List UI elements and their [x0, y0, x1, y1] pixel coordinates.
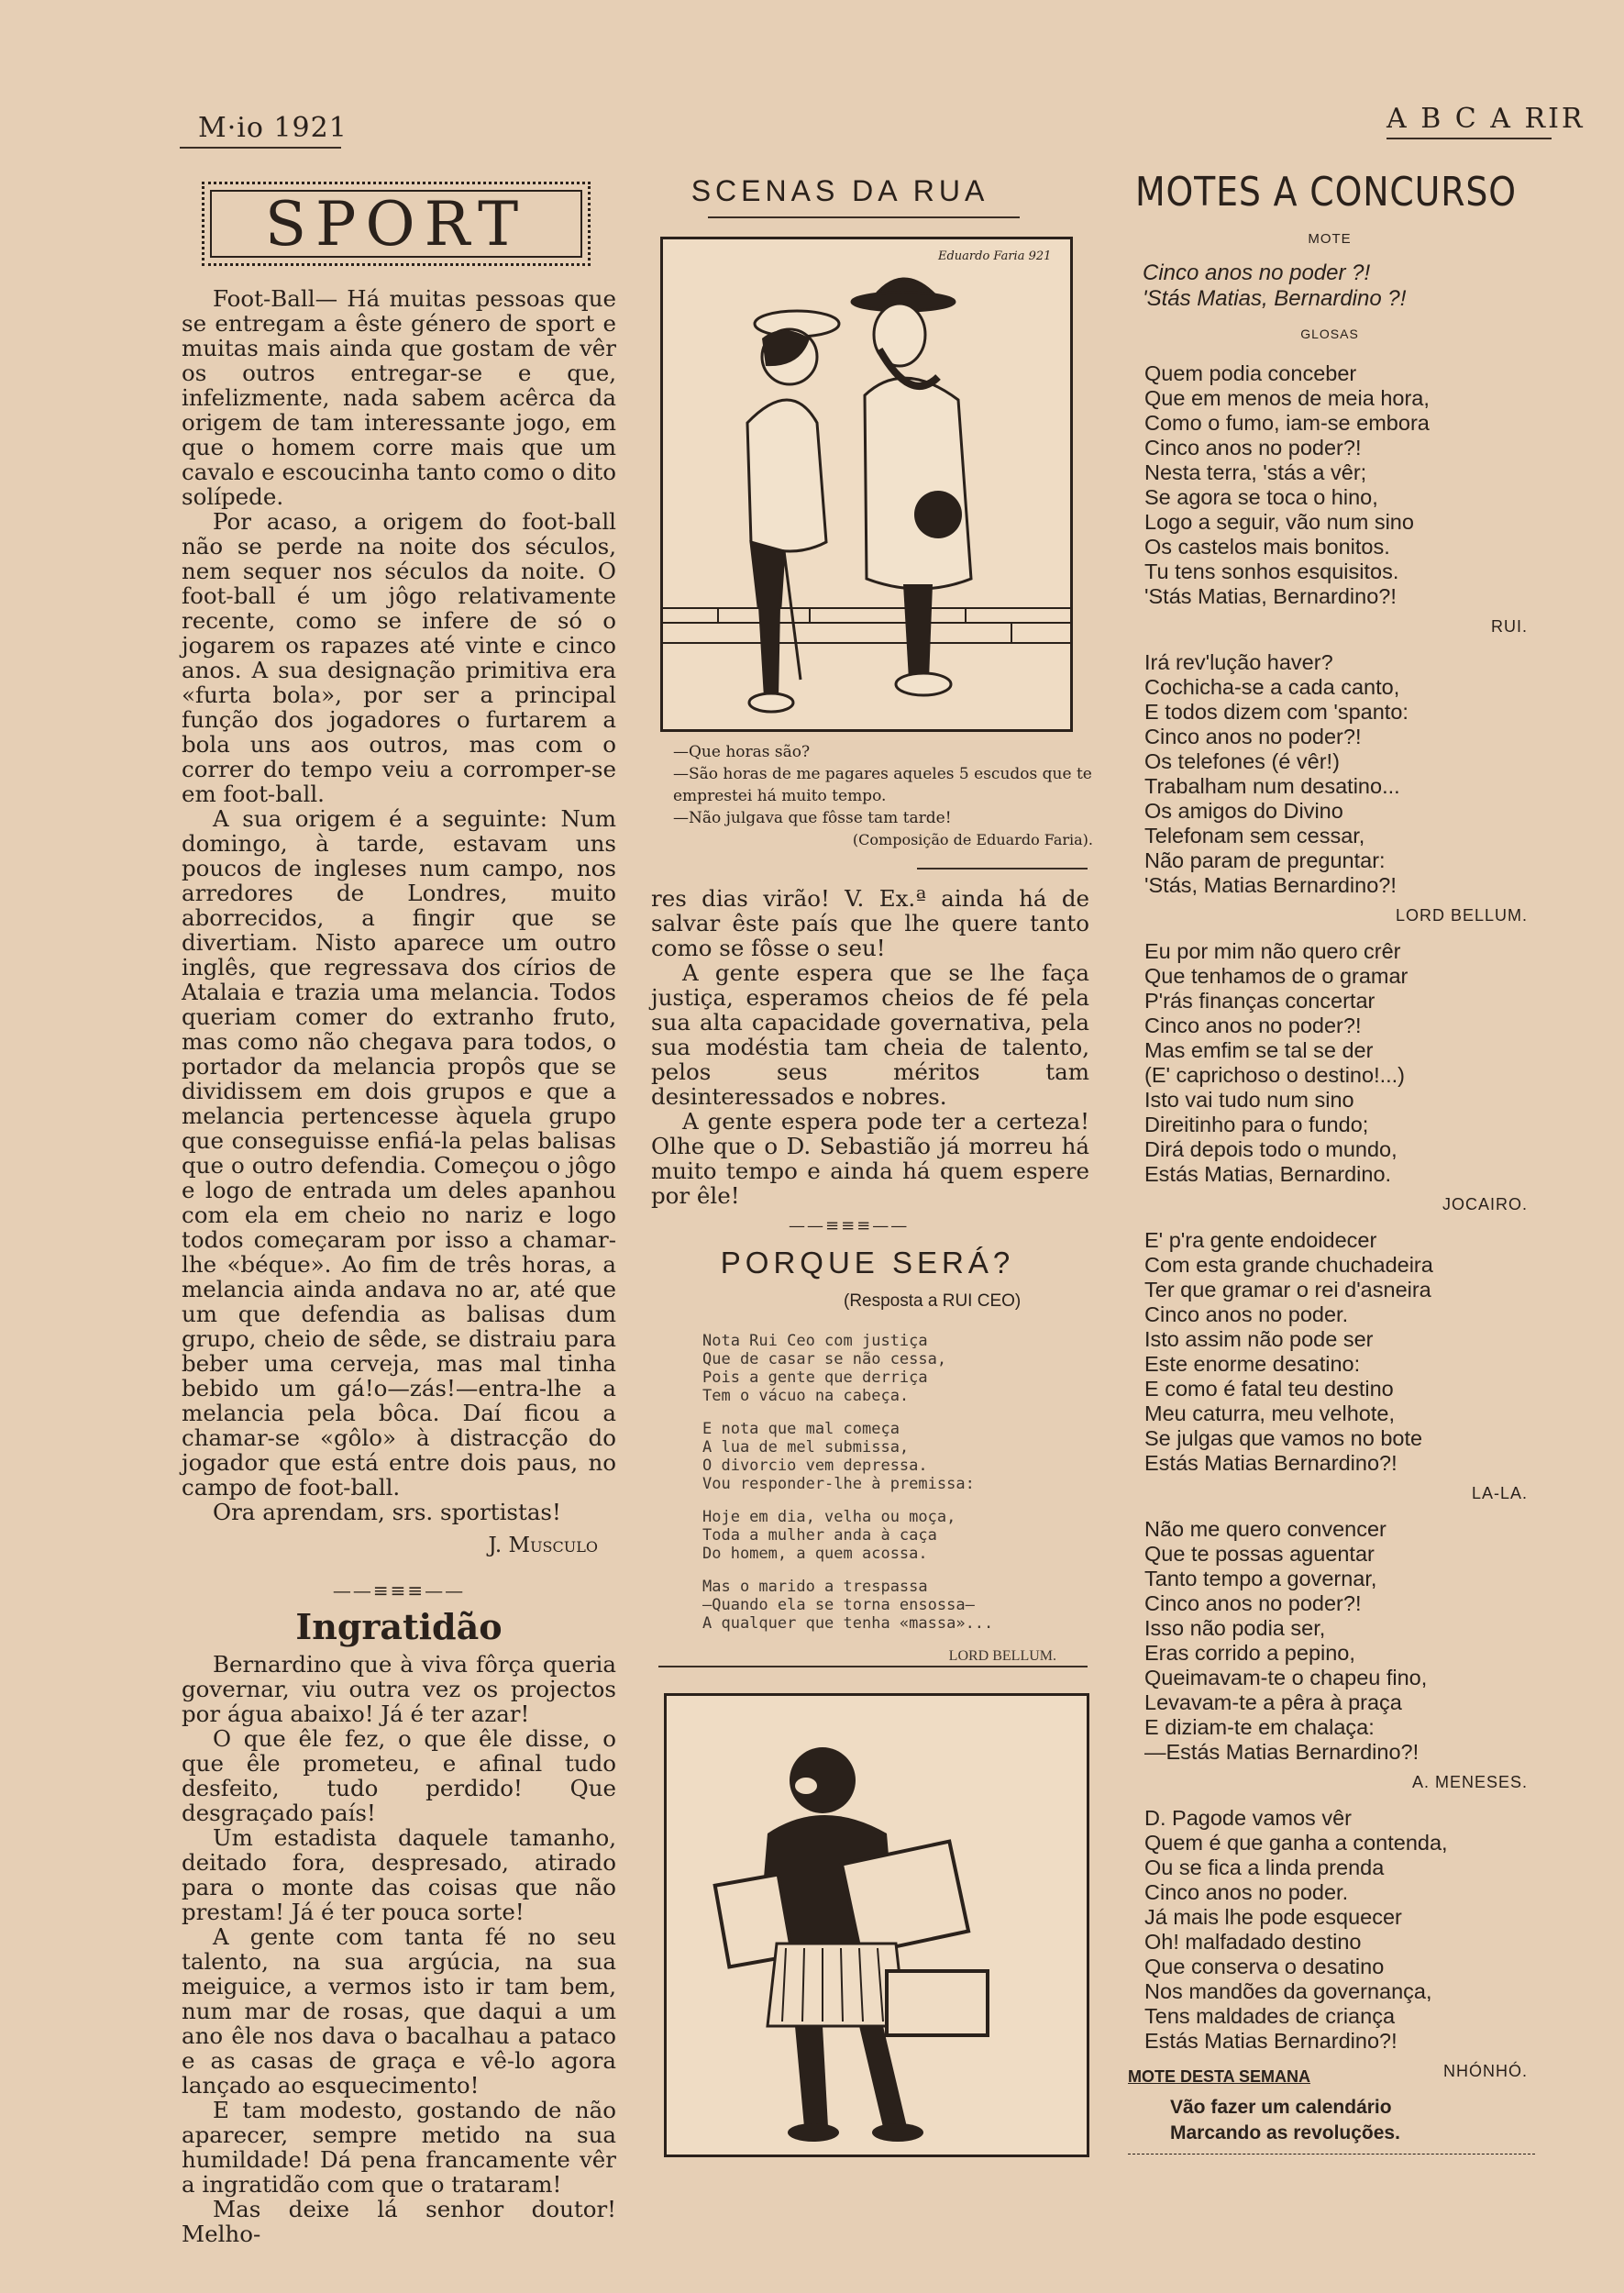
- glosa-line: Se agora se toca o hino,: [1144, 485, 1378, 509]
- poem-line: Pois a gente que derriça: [702, 1368, 928, 1387]
- ingratidao-paragraph: O que êle fez, o que êle disse, o que êle prometeu, e afinal tudo desfeito, tudo perdido! Que desgraçado país!: [182, 1725, 616, 1826]
- ingratidao-paragraph: A gente com tanta fé no seu talento, na sua argúcia, na sua meiguice, a vermos isto ir tam bem, num mar de rosas, que daqui a um ano êle nos dava o bacalhau a pataco e as casas de graça e vê-lo agora lançado ao esquecimento!: [182, 1923, 616, 2099]
- glosa-line: Que em menos de meia hora,: [1144, 386, 1430, 410]
- glosa-line: Dirá depois todo o mundo,: [1144, 1137, 1398, 1161]
- glosa-line: Quem podia conceber: [1144, 361, 1357, 385]
- glosa-line: Estás Matias, Bernardino.: [1144, 1162, 1392, 1186]
- poem-line: Vou responder-lhe à premissa:: [702, 1475, 975, 1493]
- glosa-line: Os amigos do Divino: [1144, 799, 1343, 823]
- porque-poem: [702, 1332, 1060, 1666]
- porque-bottom-rule: [658, 1666, 1088, 1667]
- glosa-line: Cinco anos no poder.: [1144, 1302, 1349, 1326]
- column-middle-text: [651, 886, 1089, 1208]
- glosa-author: A. MENESES.: [1411, 1773, 1528, 1791]
- cartoon-scenas-da-rua: [660, 237, 1073, 732]
- mote-semana-line: Marcando as revoluções.: [1170, 2122, 1400, 2143]
- mote-semana-line: Vão fazer um calendário: [1170, 2097, 1392, 2118]
- mote-line: Cinco anos no poder ?!: [1143, 260, 1371, 285]
- glosa-line: Isto vai tudo num sino: [1144, 1088, 1354, 1112]
- ingratidao-continuation: A gente espera pode ter a certeza! Olhe que o D. Sebastião já morreu há muito tempo e ainda há quem espere por êle!: [651, 1108, 1089, 1209]
- glosa-line: Mas emfim se tal se der: [1144, 1038, 1374, 1062]
- ingratidao-paragraph: Bernardino que à viva fôrça queria governar, viu outra vez os projectos por água abaixo! Já é ter azar!: [182, 1651, 616, 1727]
- glosa-line: Como o fumo, iam-se embora: [1144, 411, 1430, 435]
- glosa-author: NHÓNHÓ.: [1443, 2062, 1528, 2080]
- glosa-author: LORD BELLUM.: [1395, 906, 1528, 925]
- glosa-line: 'Stás, Matias Bernardino?!: [1144, 873, 1397, 897]
- glosa-line: P'rás finanças concertar: [1144, 989, 1375, 1013]
- poem-line: A lua de mel submissa,: [702, 1438, 910, 1457]
- mote-semana-text: [1170, 2095, 1400, 2146]
- glosa-line: Estás Matias Bernardino?!: [1144, 1451, 1398, 1475]
- sport-paragraph: A sua origem é a seguinte: Num domingo, à tarde, estavam uns poucos de ingleses num campo, nos arredores de Londres, muito aborrecidos, a fingir que se divertiam. Nisto aparece um outro inglês, que regressava dos círios de Atalaia e trazia uma melancia. Todos queriam comer do extranho fruto, mas como não chegava para todos, o portador da melancia propôs que se dividissem em dois grupos e que a melancia pertencesse àquela grupo que conseguisse enfiá-la pelas balisas que o outro defendia. Começou o jôgo e logo de entrada um deles apanhou com ela em cheio no nariz e logo todos começaram por isso a chamar-lhe «béque». Ao fim de três horas, a melancia ainda andava no ar, até que um que defendia as balisas dum grupo, cheio de sêde, se distraiu para beber uma cerveja, mas mal tinha bebido um gá!o—zás!—entra-lhe a melancia pela bôca. Daí ficou a chamar-se «gôlo» à distracção do jogador que está entre dois paus, no campo de foot-ball.: [182, 805, 616, 1501]
- glosa: [1144, 650, 1535, 928]
- glosa-line: Cinco anos no poder?!: [1144, 1014, 1362, 1037]
- glosa: [1144, 1806, 1535, 2084]
- ingratidao-continuation: A gente espera que se lhe faça justiça, esperamos cheios de fé pela sua alta capacidade governativa, pela sua modéstia tam cheia de talento, pelos seus méritos tam desinteressados e nobres.: [651, 959, 1089, 1110]
- cartoon-figure-with-luggage: [664, 1693, 1089, 2157]
- glosa-line: Os castelos mais bonitos.: [1144, 535, 1390, 559]
- mote-semana-label: MOTE DESTA SEMANA: [1128, 2067, 1311, 2086]
- glosa-line: —Estás Matias Bernardino?!: [1144, 1740, 1420, 1764]
- poem-line: Que de casar se não cessa,: [702, 1350, 947, 1368]
- mote-label: MOTE: [1308, 231, 1352, 247]
- glosas-label: GLOSAS: [1300, 327, 1359, 341]
- glosa-line: E' p'ra gente endoidecer: [1144, 1228, 1377, 1252]
- glosa-line: Logo a seguir, vão num sino: [1144, 510, 1414, 534]
- glosa-line: Nos mandões da governança,: [1144, 1979, 1432, 2003]
- mote-text: [1143, 260, 1406, 312]
- sport-paragraph: Foot-Ball— Há muitas pessoas que se entregam a êste género de sport e muitas mais ainda que gostam de vêr os outros entregar-se e que, infelizmente, nada sabem acêrca da origem de tam interessante jogo, em que o homem corre mais que um cavalo e escoucinha tanto como o dito solípede.: [182, 285, 616, 510]
- poem-line: —Quando ela se torna ensossa—: [702, 1596, 975, 1614]
- caption-line: —Que horas são?: [673, 743, 811, 761]
- poem-stanza: [702, 1420, 1060, 1493]
- glosa-line: Meu caturra, meu velhote,: [1144, 1401, 1395, 1425]
- glosa-line: Estás Matias Bernardino?!: [1144, 2029, 1398, 2053]
- poem-line: Nota Rui Ceo com justiça: [702, 1332, 928, 1350]
- cartoon-credit: (Composição de Eduardo Faria).: [852, 831, 1093, 848]
- glosas-list: [1144, 356, 1535, 2088]
- glosa-line: Cochicha-se a cada canto,: [1144, 675, 1400, 699]
- glosa-line: Oh! malfadado destino: [1144, 1930, 1362, 1954]
- poem-line: Do homem, a quem acossa.: [702, 1545, 928, 1563]
- glosa-line: Nesta terra, 'stás a vêr;: [1144, 460, 1367, 484]
- glosa-line: Levavam-te a pêra à praça: [1144, 1690, 1402, 1714]
- column-left: [182, 286, 616, 2246]
- ingratidao-title: Ingratidão: [295, 1606, 503, 1647]
- bottom-dashed-rule: [1128, 2154, 1535, 2155]
- sport-title: SPORT: [264, 188, 528, 260]
- glosa-line: Telefonam sem cessar,: [1144, 824, 1365, 847]
- glosa-author: RUI.: [1491, 617, 1528, 636]
- motes-title: MOTES A CONCURSO: [1135, 169, 1517, 216]
- sport-paragraph: Por acaso, a origem do foot-ball não se perde na noite dos séculos, nem sequer nos séculos da noite. O foot-ball é um jôgo relativamente recente, como se infere de só o jogarem os rapazes até vinte e cinco anos. A sua designação primitiva era «furta bola», por ser a principal função dos jogadores o furtarem a bola uns aos outros, mas com o correr do tempo veiu a corromper-se em foot-ball.: [182, 508, 616, 807]
- glosa-line: Que conserva o desatino: [1144, 1955, 1385, 1978]
- poem-line: E nota que mal começa: [702, 1420, 900, 1438]
- glosa-author: LA-LA.: [1471, 1484, 1528, 1502]
- issue-date: M·io 1921: [198, 112, 348, 144]
- poem-line: O divorcio vem depressa.: [702, 1457, 928, 1475]
- magazine-name: A B C A RIR: [1386, 103, 1585, 135]
- glosa-line: Não param de preguntar:: [1144, 848, 1386, 872]
- glosa-line: Este enorme desatino:: [1144, 1352, 1361, 1376]
- porque-title: PORQUE SERÁ?: [720, 1246, 1015, 1279]
- glosa-line: E diziam-te em chalaça:: [1144, 1715, 1375, 1739]
- poem-stanza: [702, 1578, 1060, 1633]
- glosa-line: Tens maldades de criança: [1144, 2004, 1396, 2028]
- glosa-line: Já mais lhe pode esquecer: [1144, 1905, 1402, 1929]
- glosa: [1144, 1228, 1535, 1506]
- sport-paragraph: Ora aprendam, srs. sportistas!: [213, 1499, 561, 1525]
- mote-line: 'Stás Matias, Bernardino ?!: [1143, 286, 1407, 311]
- poem-stanza: [702, 1508, 1060, 1563]
- glosa-line: Que tenhamos de o gramar: [1144, 964, 1409, 988]
- glosa: [1144, 939, 1535, 1217]
- glosa-line: Não me quero convencer: [1144, 1517, 1386, 1541]
- glosa-line: Se julgas que vamos no bote: [1144, 1426, 1423, 1450]
- glosa-line: Os telefones (é vêr!): [1144, 749, 1340, 773]
- porque-signature: LORD BELLUM.: [948, 1648, 1056, 1664]
- glosa-line: Queimavam-te o chapeu fino,: [1144, 1666, 1428, 1689]
- poem-line: Toda a mulher anda à caça: [702, 1526, 937, 1545]
- glosa-line: E como é fatal teu destino: [1144, 1377, 1394, 1401]
- ingratidao-paragraph: E tam modesto, gostando de não aparecer, sempre metido na sua humildade! Dá pena francamente vêr a ingratidão com que o trataram!: [182, 2097, 616, 2198]
- header-rule-left: [180, 147, 341, 149]
- sport-signature: J. Musculo: [488, 1534, 598, 1557]
- separator-ornament: ——≡≡≡——: [332, 1579, 466, 1601]
- glosa-line: Com esta grande chuchadeira: [1144, 1253, 1433, 1277]
- header-rule-right: [1386, 138, 1552, 139]
- glosa-line: D. Pagode vamos vêr: [1144, 1806, 1352, 1830]
- glosa-line: Isto assim não pode ser: [1144, 1327, 1374, 1351]
- scenas-captions: [662, 741, 1093, 851]
- poem-stanza: [702, 1332, 1060, 1405]
- separator-ornament: ——≡≡≡——: [789, 1216, 910, 1235]
- poem-line: Tem o vácuo na cabeça.: [702, 1387, 910, 1405]
- glosa-author: JOCAIRO.: [1442, 1195, 1528, 1213]
- glosa-line: Direitinho para o fundo;: [1144, 1113, 1369, 1136]
- glosa-line: Que te possas aguentar: [1144, 1542, 1375, 1566]
- caption-line: —São horas de me pagares aqueles 5 escudos que te emprestei há muito tempo.: [673, 765, 1092, 805]
- glosa-line: Quem é que ganha a contenda,: [1144, 1831, 1448, 1855]
- sport-title-box: [202, 182, 591, 266]
- glosa-line: Tu tens sonhos esquisitos.: [1144, 559, 1399, 583]
- glosa: [1144, 1517, 1535, 1795]
- glosa: [1144, 361, 1535, 639]
- ingratidao-paragraph: Mas deixe lá senhor doutor! Melho-: [182, 2196, 616, 2247]
- glosa-line: E todos dizem com 'spanto:: [1144, 700, 1409, 724]
- ingratidao-continuation: res dias virão! V. Ex.ª ainda há de salvar êste país que lhe quere tanto como se fôsse o seu!: [651, 885, 1089, 961]
- glosa-line: Cinco anos no poder?!: [1144, 436, 1362, 460]
- figure-drawing: [667, 1696, 1087, 2155]
- glosa-line: Ter que gramar o rei d'asneira: [1144, 1278, 1431, 1302]
- artist-signature: Eduardo Faria 921: [938, 249, 1052, 263]
- glosa-line: Eu por mim não quero crêr: [1144, 939, 1401, 963]
- scenas-title-rule: [708, 216, 1020, 218]
- caption-line: —Não julgava que fôsse tam tarde!: [673, 809, 952, 827]
- glosa-line: Cinco anos no poder?!: [1144, 1591, 1362, 1615]
- glosa-line: Ou se fica a linda prenda: [1144, 1855, 1385, 1879]
- glosa-line: Irá rev'lução haver?: [1144, 650, 1333, 674]
- poem-line: Hoje em dia, velha ou moça,: [702, 1508, 956, 1526]
- cartoon-drawing: [663, 239, 1070, 729]
- caption-rule: [917, 868, 1088, 870]
- poem-line: Mas o marido a trespassa: [702, 1578, 928, 1596]
- glosa-line: (E' caprichoso o destino!...): [1144, 1063, 1406, 1087]
- glosa-line: Cinco anos no poder.: [1144, 1880, 1349, 1904]
- glosa-line: Tanto tempo a governar,: [1144, 1567, 1377, 1590]
- poem-line: A qualquer que tenha «massa»...: [702, 1614, 994, 1633]
- glosa-line: Eras corrido a pepino,: [1144, 1641, 1355, 1665]
- glosa-line: 'Stás Matias, Bernardino?!: [1144, 584, 1397, 608]
- glosa-line: Trabalham num desatino...: [1144, 774, 1400, 798]
- glosa-line: Cinco anos no poder?!: [1144, 725, 1362, 748]
- ingratidao-paragraph: Um estadista daquele tamanho, deitado fora, despresado, atirado para o monte das coisas que não prestam! Já é ter pouca sorte!: [182, 1824, 616, 1925]
- porque-subtitle: (Resposta a RUI CEO): [844, 1291, 1022, 1311]
- scenas-title: SCENAS DA RUA: [690, 174, 989, 207]
- glosa-line: Isso não podia ser,: [1144, 1616, 1326, 1640]
